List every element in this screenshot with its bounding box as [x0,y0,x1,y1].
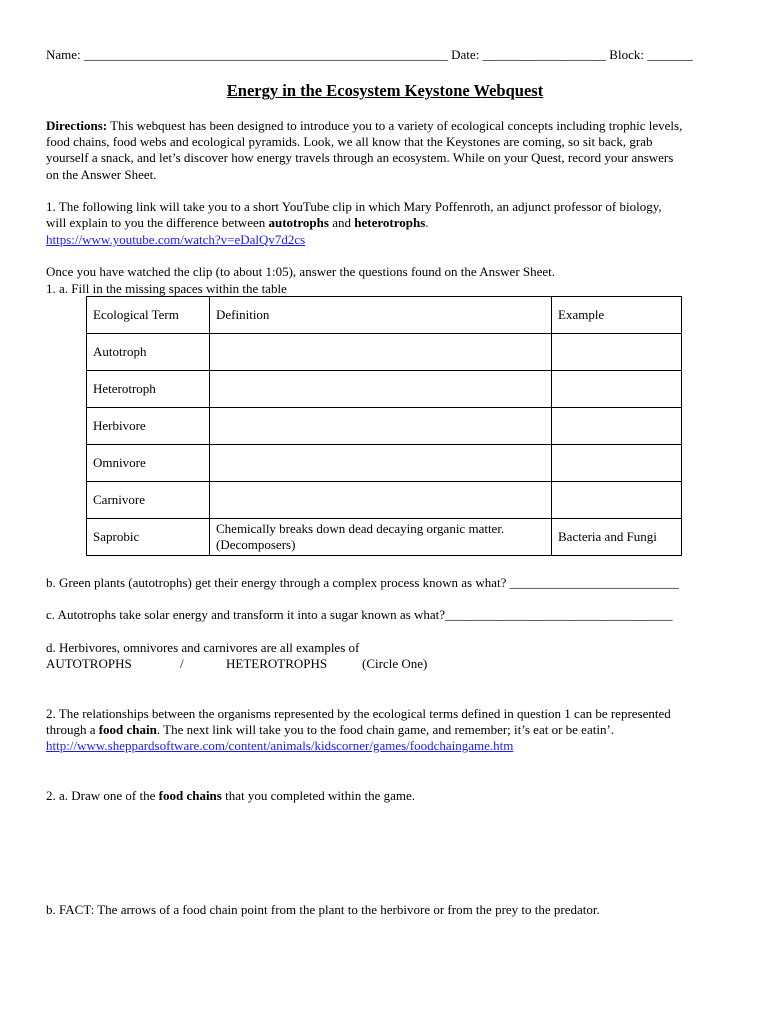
table-row [87,482,682,519]
q1-line-1: 1. The following link will take you to a short YouTube clip in which Mary Poffenroth, an adjunct professor of biology, [46,199,662,214]
directions-line-4: on the Answer Sheet. [46,167,157,182]
foodchain-game-link[interactable]: http://www.sheppardsoftware.com/content/animals/kidscorner/games/foodchaingame.htm [46,738,514,753]
food-chain-term: food chain [98,722,157,737]
definition-cell: Chemically breaks down dead decaying organic matter. (Decomposers) [210,519,552,556]
header-ecological-term: Ecological Term [87,297,210,334]
table-row [87,334,682,371]
q1c-prompt[interactable]: c. Autotrophs take solar energy and transform it into a sugar known as what?___________________________________ [46,607,673,622]
example-cell: Bacteria and Fungi [552,519,682,556]
definition-cell[interactable] [210,371,552,408]
youtube-link-row [46,232,305,248]
example-cell[interactable] [552,334,682,371]
food-chains-term: food chains [158,788,222,803]
term-cell: Omnivore [87,445,210,482]
q2a-prompt: 2. a. Draw one of the food chains that you completed within the game. [46,788,416,803]
example-cell[interactable] [552,408,682,445]
directions-line-2: food chains, food webs and ecological pyramids. Look, we all know that the Keystones are coming, so sit back, grab [46,134,653,149]
q1-line-2: will explain to you the difference between autotrophs and heterotrophs. [46,215,429,230]
circle-one-note: (Circle One) [362,656,428,671]
q2-line-1: 2. The relationships between the organisms represented by the ecological terms defined in question 1 can be represented [46,706,671,721]
term-cell: Carnivore [87,482,210,519]
autotrophs-term: autotrophs [268,215,329,230]
term-cell: Saprobic [87,519,210,556]
youtube-link[interactable]: https://www.youtube.com/watch?v=eDalQv7d2cs [46,232,306,247]
option-autotrophs[interactable]: AUTOTROPHS [46,656,132,671]
directions-line-1: Directions: This webquest has been designed to introduce you to a variety of ecological concepts including trophic levels, [46,118,683,133]
q1d-prompt: d. Herbivores, omnivores and carnivores are all examples of [46,640,360,655]
option-separator: / [180,656,184,671]
table-header-row [87,297,682,334]
header-name-date-block[interactable]: Name: ________________________________________________________ Date: ___________________ Block: _______ [46,47,693,62]
heterotrophs-term: heterotrophs [354,215,426,230]
header-example: Example [552,297,682,334]
after-clip-instructions: Once you have watched the clip (to about 1:05), answer the questions found on the Answer Sheet. [46,264,556,279]
directions-label: Directions: [46,118,108,133]
definition-cell[interactable] [210,445,552,482]
q1b-prompt[interactable]: b. Green plants (autotrophs) get their energy through a complex process known as what? __________________________ [46,575,679,590]
example-cell[interactable] [552,482,682,519]
q1a-prompt: 1. a. Fill in the missing spaces within the table [46,281,287,296]
definition-cell[interactable] [210,334,552,371]
table-row [87,519,682,556]
term-cell: Heterotroph [87,371,210,408]
option-heterotrophs[interactable]: HETEROTROPHS [226,656,328,671]
table-row [87,408,682,445]
q2b-fact: b. FACT: The arrows of a food chain point from the plant to the herbivore or from the prey to the predator. [46,902,600,917]
header-definition: Definition [210,297,552,334]
example-cell[interactable] [552,371,682,408]
table-row [87,371,682,408]
directions-line-3: yourself a snack, and let’s discover how energy travels through an ecosystem. While on your Quest, record your answers [46,150,674,165]
page-title: Energy in the Ecosystem Keystone Webquest [226,81,544,100]
foodchain-link-row [46,738,513,754]
term-cell: Autotroph [87,334,210,371]
term-cell: Herbivore [87,408,210,445]
definition-cell[interactable] [210,482,552,519]
example-cell[interactable] [552,445,682,482]
q2-line-2: through a food chain. The next link will take you to the food chain game, and remember; it’s eat or be eatin’. [46,722,615,737]
ecological-terms-table [86,296,682,556]
definition-cell[interactable] [210,408,552,445]
table-row [87,445,682,482]
